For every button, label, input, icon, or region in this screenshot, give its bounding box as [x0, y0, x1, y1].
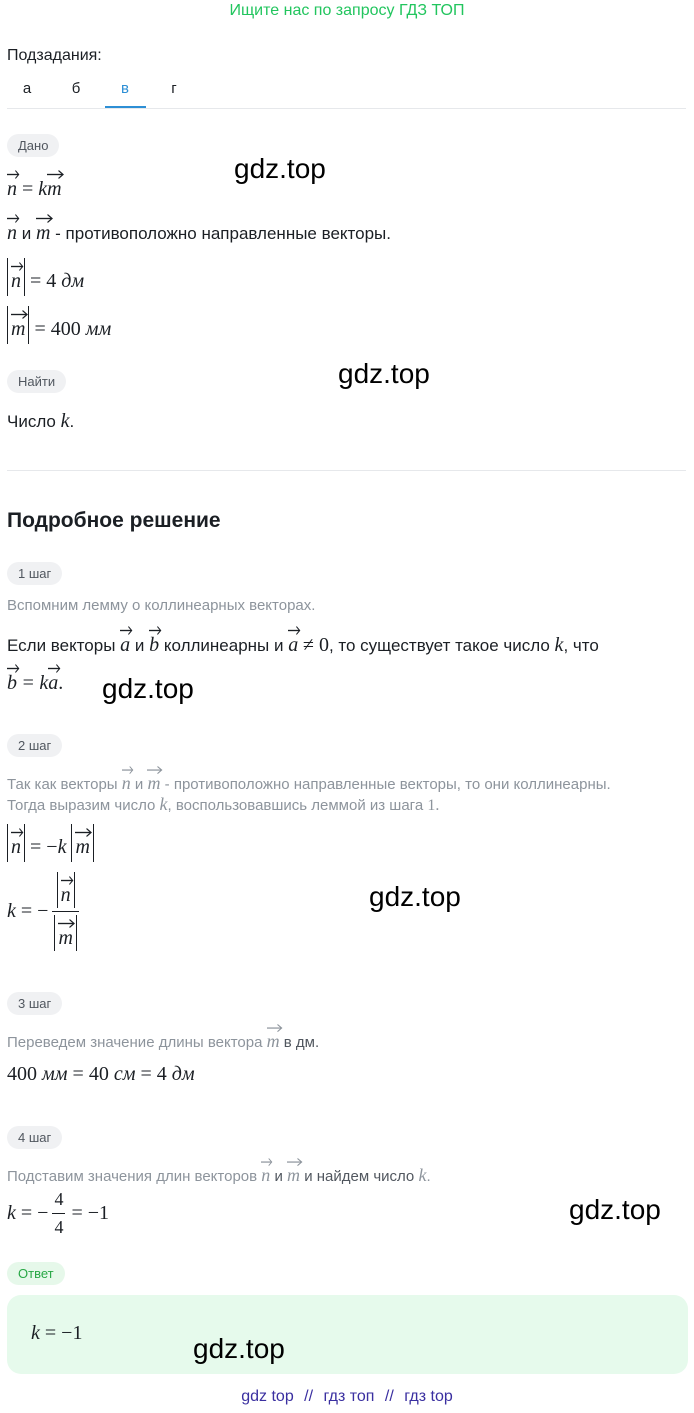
subtasks-label: Подзадания: [7, 47, 102, 64]
step3-line: Переведем значение длины вектора m в дм. [7, 1024, 319, 1051]
vector-m: m [47, 170, 61, 199]
given-eq1: n = k m [7, 170, 62, 201]
given-eq4: m = 400 мм [7, 306, 111, 344]
watermark: gdz.top [369, 881, 461, 912]
tab-b[interactable]: б [71, 80, 81, 97]
step2-line1: Так как векторы n и m - противоположно направленные векторы, то они коллинеарны. [7, 766, 611, 793]
step3-pill: 3 шаг [7, 992, 62, 1015]
tab-g[interactable]: г [171, 80, 177, 97]
answer-pill: Ответ [7, 1262, 65, 1285]
answer-value: k = −1 [31, 1322, 83, 1344]
step3-eq: 400 мм = 40 см = 4 дм [7, 1063, 195, 1085]
given-pill: Дано [7, 134, 59, 157]
step4-line: Подставим значения длин векторов n и m и найдем число k. [7, 1158, 431, 1186]
step2-eq1: n = −k m [7, 824, 94, 862]
watermark: gdz.top [102, 673, 194, 704]
step1-line1: Если векторы a и b коллинеарны и a ≠ 0, то существует такое число k, что [7, 626, 599, 657]
watermark: gdz.top [193, 1333, 285, 1364]
step1-pill: 1 шаг [7, 562, 62, 585]
divider [7, 108, 686, 109]
given-eq3: n = 4 дм [7, 258, 84, 296]
watermark: gdz.top [234, 153, 326, 184]
footer-link-gdz-top-mixed[interactable]: гдз top [404, 1388, 453, 1405]
given-eq2: n и m - противоположно направленные векторы. [7, 214, 391, 244]
find-pill: Найти [7, 370, 66, 393]
step4-pill: 4 шаг [7, 1126, 62, 1149]
tab-a[interactable]: а [22, 80, 32, 97]
step2-pill: 2 шаг [7, 734, 62, 757]
step2-line2: Тогда выразим число k, воспользовавшись леммой из шага 1. [7, 794, 440, 814]
watermark: gdz.top [338, 358, 430, 389]
step4-eq: k = − $\frac{4}{4}$ = −1 [7, 1189, 110, 1238]
footer-link-gdz-top-ru[interactable]: гдз топ [323, 1388, 375, 1405]
step1-line2: b = k a. [7, 664, 63, 695]
vector-n: n [7, 170, 17, 199]
tab-v[interactable]: в [121, 80, 129, 97]
step2-eq2: k = − $\frac{n}{m}$ [7, 872, 79, 951]
divider [7, 470, 686, 471]
top-banner[interactable]: Ищите нас по запросу ГДЗ ТОП [229, 2, 465, 19]
watermark: gdz.top [569, 1194, 661, 1225]
answer-box [7, 1295, 688, 1374]
step1-note: Вспомним лемму о коллинеарных векторах. [7, 597, 316, 614]
footer-link-gdz-top[interactable]: gdz top [241, 1388, 294, 1405]
footer-links: gdz top // гдз топ // гдз top [241, 1388, 453, 1405]
find-text: Число k. [7, 410, 75, 432]
solution-heading: Подробное решение [7, 509, 221, 532]
